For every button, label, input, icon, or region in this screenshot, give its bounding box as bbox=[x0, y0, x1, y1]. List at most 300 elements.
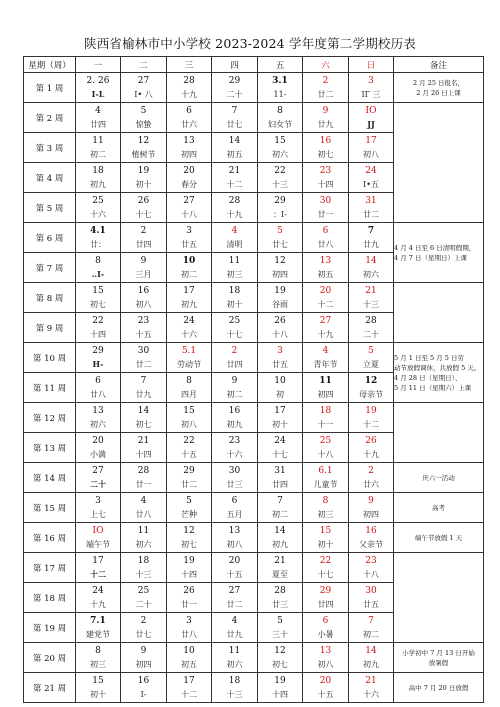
week-label: 第 10 周 bbox=[24, 343, 76, 373]
day-cell bbox=[303, 103, 349, 133]
day-cell bbox=[167, 193, 212, 223]
lunar-date: 植树节 bbox=[131, 149, 156, 159]
date-number: 20 bbox=[92, 435, 104, 446]
date-number: 19 bbox=[274, 675, 286, 686]
lunar-date: 十五 bbox=[317, 689, 334, 699]
week-row bbox=[24, 643, 484, 673]
lunar-date: 初十 bbox=[135, 179, 152, 189]
day-cell bbox=[212, 493, 258, 523]
day-cell bbox=[303, 73, 349, 103]
week-row bbox=[24, 283, 484, 313]
date-number: 3 bbox=[277, 345, 283, 356]
lunar-date: 廿四 bbox=[226, 359, 243, 369]
lunar-date: 谷雨 bbox=[272, 299, 288, 309]
day-cell bbox=[167, 463, 212, 493]
lunar-date: I- bbox=[140, 689, 147, 699]
date-number: 18 bbox=[319, 405, 332, 416]
day-cell bbox=[258, 433, 303, 463]
week-row bbox=[24, 523, 484, 553]
date-number: 14 bbox=[365, 645, 377, 656]
lunar-date: 初三 bbox=[90, 659, 106, 669]
day-cell bbox=[167, 493, 212, 523]
day-cell bbox=[349, 523, 394, 553]
day-cell bbox=[121, 133, 167, 163]
date-number: 20 bbox=[183, 165, 195, 176]
lunar-date: 廿二 bbox=[363, 209, 379, 219]
day-cell bbox=[258, 283, 303, 313]
date-number: 20 bbox=[319, 675, 332, 686]
week-label: 第 3 周 bbox=[24, 133, 76, 163]
date-number: 25 bbox=[92, 195, 104, 206]
day-cell bbox=[76, 283, 121, 313]
lunar-date: 十七 bbox=[272, 449, 288, 459]
date-number: 17 bbox=[365, 135, 377, 146]
day-cell bbox=[212, 163, 258, 193]
day-cell bbox=[167, 523, 212, 553]
day-cell bbox=[303, 403, 349, 433]
week-label: 第 9 周 bbox=[24, 313, 76, 343]
note-cell bbox=[394, 553, 484, 643]
date-number: 14 bbox=[137, 405, 150, 416]
day-cell bbox=[349, 493, 394, 523]
lunar-date: 廿二 bbox=[317, 89, 334, 99]
day-cell bbox=[303, 193, 349, 223]
date-number: 25 bbox=[137, 585, 150, 596]
lunar-date: 廿四 bbox=[272, 479, 288, 489]
lunar-date: 廿五 bbox=[363, 599, 379, 609]
lunar-date: 初八 bbox=[135, 299, 152, 309]
note-line: 5 月 1 日至 5 月 5 日劳 bbox=[394, 353, 465, 362]
lunar-date: 初 bbox=[276, 389, 284, 399]
day-cell bbox=[303, 673, 349, 703]
header-tue: 二 bbox=[121, 57, 167, 73]
lunar-date: I• 八 bbox=[134, 89, 153, 99]
lunar-date: 廿五 bbox=[272, 359, 288, 369]
week-label: 第 15 周 bbox=[24, 493, 76, 523]
lunar-date: 十七 bbox=[135, 209, 152, 219]
day-cell bbox=[303, 583, 349, 613]
date-number: 19 bbox=[365, 405, 377, 416]
day-cell bbox=[121, 313, 167, 343]
day-cell bbox=[76, 613, 121, 643]
lunar-date: 初十 bbox=[226, 299, 243, 309]
date-number: 16 bbox=[319, 135, 332, 146]
day-cell bbox=[76, 493, 121, 523]
header-week: 星期（周） bbox=[24, 57, 76, 73]
lunar-date: 十九 bbox=[90, 599, 106, 609]
date-number: 14 bbox=[228, 135, 241, 146]
lunar-date: 十二 bbox=[226, 179, 243, 189]
day-cell bbox=[349, 193, 394, 223]
lunar-date: 初二 bbox=[226, 389, 243, 399]
day-cell bbox=[121, 283, 167, 313]
date-number: 2 bbox=[322, 75, 329, 86]
week-row bbox=[24, 673, 484, 703]
date-number: 14 bbox=[274, 525, 286, 536]
day-cell bbox=[167, 223, 212, 253]
day-cell bbox=[76, 373, 121, 403]
lunar-date: 廿七 bbox=[272, 239, 288, 249]
date-number: 30 bbox=[365, 585, 377, 596]
date-number: 18 bbox=[92, 165, 104, 176]
lunar-date: 二十 bbox=[135, 599, 152, 609]
week-label: 第 19 周 bbox=[24, 613, 76, 643]
date-number: 12 bbox=[274, 255, 286, 266]
lunar-date: 十二 bbox=[363, 419, 379, 429]
week-row bbox=[24, 553, 484, 583]
date-number: 4 bbox=[140, 495, 147, 506]
day-cell bbox=[212, 103, 258, 133]
day-cell bbox=[212, 613, 258, 643]
week-label: 第 16 周 bbox=[24, 523, 76, 553]
day-cell bbox=[303, 493, 349, 523]
date-number: 9 bbox=[140, 645, 147, 656]
day-cell bbox=[349, 403, 394, 433]
date-number: 6.1 bbox=[318, 465, 333, 476]
lunar-date: 11- bbox=[273, 89, 287, 99]
lunar-date: 清明 bbox=[226, 239, 243, 249]
week-label: 第 12 周 bbox=[24, 403, 76, 433]
lunar-date: 廿二 bbox=[181, 479, 197, 489]
day-cell bbox=[121, 493, 167, 523]
day-cell bbox=[212, 673, 258, 703]
note-cell bbox=[394, 463, 484, 493]
lunar-date: 十八 bbox=[181, 209, 197, 219]
date-number: 9 bbox=[368, 495, 374, 506]
day-cell bbox=[76, 403, 121, 433]
lunar-date: 初七 bbox=[181, 539, 197, 549]
date-number: 16 bbox=[228, 405, 241, 416]
day-cell bbox=[76, 133, 121, 163]
day-cell bbox=[303, 283, 349, 313]
date-number: 4 bbox=[322, 345, 329, 356]
day-cell bbox=[76, 313, 121, 343]
lunar-date: 初八 bbox=[226, 539, 243, 549]
day-cell bbox=[258, 253, 303, 283]
day-cell bbox=[212, 313, 258, 343]
day-cell bbox=[258, 643, 303, 673]
lunar-date: 十八 bbox=[272, 329, 288, 339]
lunar-date: 十三 bbox=[272, 179, 288, 189]
lunar-date: 廿九 bbox=[363, 239, 379, 249]
lunar-date: 廿八 bbox=[90, 389, 106, 399]
day-cell bbox=[303, 163, 349, 193]
lunar-date: 初五 bbox=[317, 269, 334, 279]
day-cell bbox=[303, 553, 349, 583]
lunar-date: 初四 bbox=[135, 659, 152, 669]
lunar-date: 三月 bbox=[135, 269, 152, 279]
lunar-date: 廿九 bbox=[317, 119, 334, 129]
date-number: 26 bbox=[137, 195, 150, 206]
day-cell bbox=[349, 253, 394, 283]
lunar-date: 廿四 bbox=[90, 119, 106, 129]
date-number: 13 bbox=[92, 405, 104, 416]
date-number: 29 bbox=[183, 465, 195, 476]
date-number: 6 bbox=[322, 615, 329, 626]
week-row bbox=[24, 73, 484, 103]
date-number: 23 bbox=[228, 435, 241, 446]
note-line: 动节放假调休，共放假 5 天。 bbox=[394, 363, 481, 372]
week-label: 第 21 周 bbox=[24, 673, 76, 703]
day-cell bbox=[76, 73, 121, 103]
header-mon: 一 bbox=[76, 57, 121, 73]
day-cell bbox=[258, 403, 303, 433]
date-number: 9 bbox=[231, 375, 238, 386]
lunar-date: 妇女节 bbox=[268, 119, 292, 129]
day-cell bbox=[303, 343, 349, 373]
date-number: 11 bbox=[319, 375, 332, 386]
lunar-date: 廿七 bbox=[226, 119, 243, 129]
day-cell bbox=[349, 223, 394, 253]
header-fri: 五 bbox=[258, 57, 303, 73]
date-number: 30 bbox=[228, 465, 241, 476]
date-number: 2 bbox=[140, 225, 147, 236]
date-number: 8 bbox=[95, 645, 101, 656]
date-number: 27 bbox=[92, 465, 104, 476]
note-cell bbox=[394, 223, 484, 283]
lunar-date: 初六 bbox=[363, 269, 379, 279]
week-label: 第 8 周 bbox=[24, 283, 76, 313]
day-cell bbox=[121, 673, 167, 703]
lunar-date: 十四 bbox=[181, 569, 197, 579]
day-cell bbox=[212, 463, 258, 493]
day-cell bbox=[167, 133, 212, 163]
lunar-date: I-L bbox=[91, 88, 105, 99]
lunar-date: 十二 bbox=[90, 568, 106, 579]
date-number: 17 bbox=[274, 405, 286, 416]
day-cell bbox=[258, 553, 303, 583]
lunar-date: 廿二 bbox=[135, 359, 152, 369]
date-number: 27 bbox=[137, 75, 150, 86]
day-cell bbox=[212, 373, 258, 403]
lunar-date: 十四 bbox=[135, 449, 152, 459]
date-number: 12 bbox=[274, 645, 286, 656]
lunar-date: JJ bbox=[367, 118, 375, 129]
date-number: 8 bbox=[277, 105, 283, 116]
day-cell bbox=[121, 403, 167, 433]
date-number: 21 bbox=[365, 675, 377, 686]
date-number: 17 bbox=[92, 555, 104, 566]
date-number: 7 bbox=[367, 225, 375, 236]
week-label: 第 6 周 bbox=[24, 223, 76, 253]
note-cell bbox=[394, 73, 484, 103]
lunar-date: 十五 bbox=[181, 449, 197, 459]
date-number: 5 bbox=[277, 615, 283, 626]
date-number: 12 bbox=[137, 135, 150, 146]
day-cell bbox=[167, 313, 212, 343]
lunar-date: 初七 bbox=[317, 149, 334, 159]
note-line: 2 月 26 日上课 bbox=[416, 88, 461, 97]
date-number: 3 bbox=[95, 495, 101, 506]
date-number: 21 bbox=[137, 435, 150, 446]
day-cell bbox=[212, 643, 258, 673]
date-number: 22 bbox=[274, 165, 286, 176]
date-number: 9 bbox=[140, 255, 147, 266]
day-cell bbox=[349, 163, 394, 193]
day-cell bbox=[349, 133, 394, 163]
header-notes: 备注 bbox=[394, 57, 484, 73]
date-number: 26 bbox=[183, 585, 195, 596]
date-number: 10 bbox=[183, 645, 195, 656]
date-number: 5 bbox=[277, 225, 283, 236]
lunar-date: 父亲节 bbox=[359, 539, 383, 549]
note-cell bbox=[394, 403, 484, 463]
lunar-date: 三十 bbox=[272, 629, 288, 639]
week-row bbox=[24, 403, 484, 433]
date-number: 10 bbox=[274, 375, 286, 386]
date-number: 16 bbox=[137, 675, 150, 686]
note-line: 5 月 11 日（星期六）上课 bbox=[394, 383, 472, 392]
lunar-date: 十三 bbox=[226, 689, 243, 699]
date-number: 30 bbox=[319, 195, 332, 206]
header-sat: 六 bbox=[303, 57, 349, 73]
day-cell bbox=[121, 373, 167, 403]
lunar-date: 初九 bbox=[272, 539, 288, 549]
date-number: 5 bbox=[368, 345, 374, 356]
day-cell bbox=[76, 163, 121, 193]
day-cell bbox=[349, 643, 394, 673]
date-number: 21 bbox=[274, 555, 286, 566]
date-number: 16 bbox=[137, 285, 150, 296]
lunar-date: 二十 bbox=[226, 89, 243, 99]
week-label: 第 2 周 bbox=[24, 103, 76, 133]
day-cell bbox=[212, 523, 258, 553]
school-calendar-table bbox=[23, 56, 484, 703]
lunar-date: 夏至 bbox=[272, 569, 288, 579]
date-number: 16 bbox=[365, 525, 377, 536]
lunar-date: 青年节 bbox=[313, 359, 338, 369]
lunar-date: 廿八 bbox=[317, 239, 334, 249]
day-cell bbox=[303, 313, 349, 343]
date-number: 29 bbox=[319, 585, 332, 596]
date-number: 22 bbox=[319, 555, 332, 566]
day-cell bbox=[167, 283, 212, 313]
week-label: 第 18 周 bbox=[24, 583, 76, 613]
date-number: 13 bbox=[183, 135, 195, 146]
day-cell bbox=[167, 673, 212, 703]
note-cell bbox=[394, 493, 484, 523]
day-cell bbox=[303, 223, 349, 253]
lunar-date: 立夏 bbox=[363, 359, 379, 369]
date-number: 15 bbox=[92, 675, 104, 686]
lunar-date: 廿三 bbox=[226, 479, 243, 489]
lunar-date: 初十 bbox=[272, 419, 288, 429]
week-label: 第 11 周 bbox=[24, 373, 76, 403]
lunar-date: 廿： bbox=[90, 239, 106, 249]
date-number: 8 bbox=[95, 255, 101, 266]
lunar-date: 廿六 bbox=[181, 119, 197, 129]
lunar-date: 十三 bbox=[363, 299, 379, 309]
lunar-date: 十九 bbox=[317, 329, 334, 339]
lunar-date: 初三 bbox=[317, 509, 334, 519]
lunar-date: I•五 bbox=[363, 179, 379, 189]
date-number: 15 bbox=[319, 525, 332, 536]
date-number: 7 bbox=[231, 105, 238, 116]
lunar-date: 廿四 bbox=[135, 239, 152, 249]
day-cell bbox=[167, 433, 212, 463]
week-label: 第 4 周 bbox=[24, 163, 76, 193]
lunar-date: 廿五 bbox=[181, 239, 197, 249]
day-cell bbox=[258, 613, 303, 643]
lunar-date: 廿四 bbox=[317, 599, 334, 609]
date-number: 28 bbox=[365, 315, 377, 326]
lunar-date: 廿六 bbox=[363, 479, 379, 489]
lunar-date: 廿一 bbox=[181, 599, 197, 609]
lunar-date: 初七 bbox=[135, 419, 152, 429]
day-cell bbox=[121, 553, 167, 583]
date-number: 13 bbox=[319, 255, 332, 266]
date-number: 13 bbox=[319, 645, 332, 656]
day-cell bbox=[76, 553, 121, 583]
day-cell bbox=[212, 283, 258, 313]
note-line: 4 月 7 日（星期日）上课 bbox=[394, 253, 467, 262]
lunar-date: 母亲节 bbox=[359, 389, 383, 399]
date-number: 5.1 bbox=[181, 345, 197, 356]
lunar-date: 初十 bbox=[317, 539, 334, 549]
date-number: 28 bbox=[183, 75, 195, 86]
note-cell bbox=[394, 643, 484, 673]
date-number: 22 bbox=[183, 435, 195, 446]
date-number: 18 bbox=[137, 555, 150, 566]
lunar-date: 五月 bbox=[226, 509, 243, 519]
day-cell bbox=[258, 373, 303, 403]
date-number: 14 bbox=[365, 255, 377, 266]
day-cell bbox=[349, 373, 394, 403]
note-line: 高中 7 月 20 日放假 bbox=[408, 683, 469, 692]
day-cell bbox=[167, 163, 212, 193]
day-cell bbox=[212, 193, 258, 223]
date-number: 5 bbox=[186, 495, 192, 506]
date-number: 19 bbox=[137, 165, 150, 176]
lunar-date: 劳动节 bbox=[177, 359, 201, 369]
week-label: 第 17 周 bbox=[24, 553, 76, 583]
date-number: 29 bbox=[92, 345, 104, 356]
lunar-date: 小満 bbox=[90, 449, 106, 459]
day-cell bbox=[303, 523, 349, 553]
lunar-date: 初五 bbox=[226, 149, 243, 159]
day-cell bbox=[258, 223, 303, 253]
day-cell bbox=[303, 433, 349, 463]
note-cell bbox=[394, 103, 484, 223]
day-cell bbox=[258, 103, 303, 133]
date-number: 15 bbox=[274, 135, 286, 146]
day-cell bbox=[76, 193, 121, 223]
week-row bbox=[24, 493, 484, 523]
lunar-date: 初六 bbox=[135, 539, 152, 549]
date-number: 24 bbox=[183, 315, 195, 326]
day-cell bbox=[349, 73, 394, 103]
date-number: 29 bbox=[228, 75, 241, 86]
lunar-date: 初九 bbox=[90, 179, 106, 189]
header-thu: 四 bbox=[212, 57, 258, 73]
week-label: 第 14 周 bbox=[24, 463, 76, 493]
lunar-date: 初六 bbox=[272, 149, 288, 159]
day-cell bbox=[349, 343, 394, 373]
note-cell bbox=[394, 523, 484, 553]
date-number: 2 bbox=[231, 345, 238, 356]
lunar-date: 二十 bbox=[90, 478, 106, 489]
date-number: 9 bbox=[322, 105, 329, 116]
lunar-date: 初五 bbox=[181, 659, 197, 669]
lunar-date: 十三 bbox=[135, 569, 152, 579]
note-line: 2 月 25 日报名， bbox=[412, 78, 465, 87]
day-cell bbox=[121, 643, 167, 673]
date-number: 11 bbox=[228, 255, 241, 266]
date-number: 2 bbox=[368, 465, 374, 476]
date-number: 30 bbox=[137, 345, 150, 356]
day-cell bbox=[212, 253, 258, 283]
lunar-date: 十二 bbox=[317, 299, 334, 309]
